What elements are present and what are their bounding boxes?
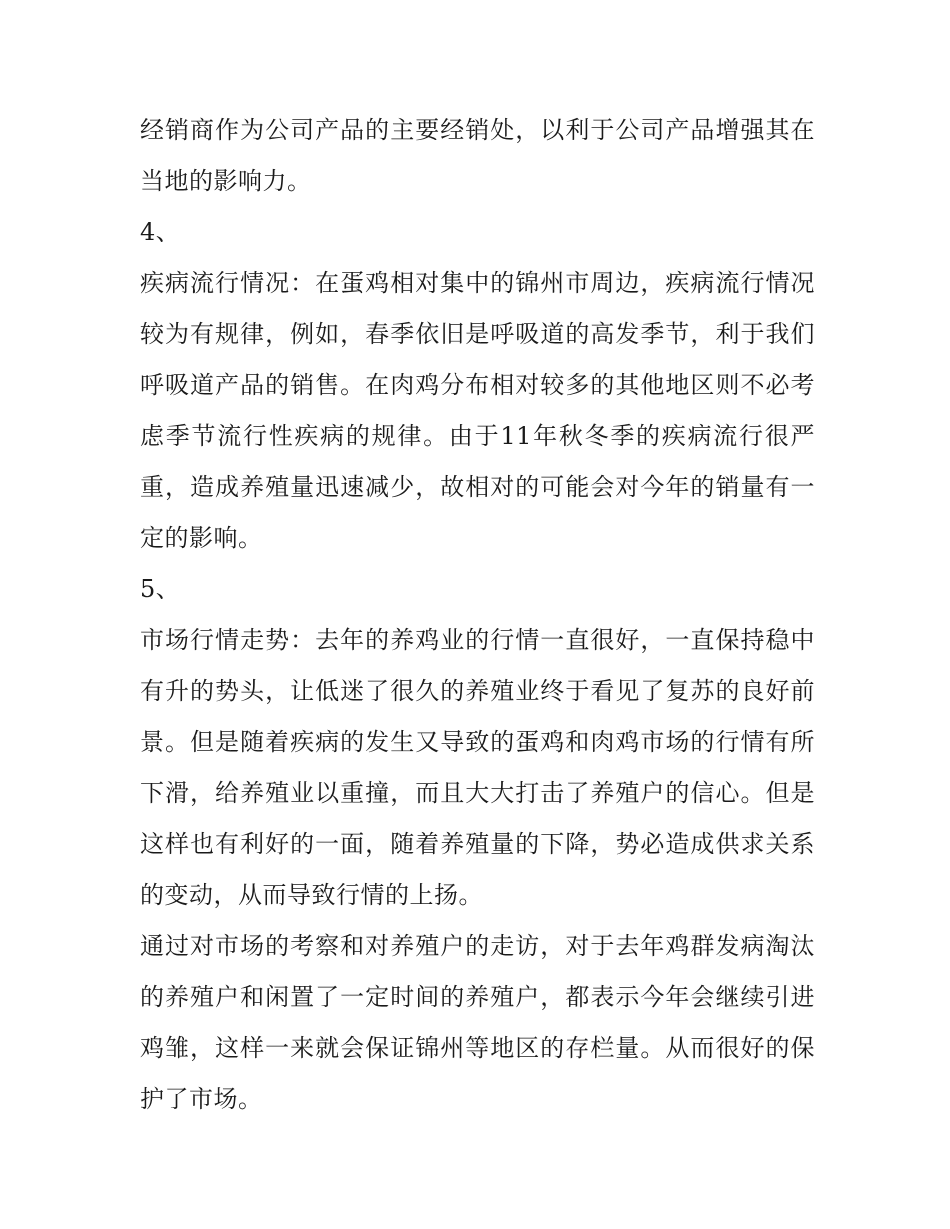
paragraph-market-survey: 通过对市场的考察和对养殖户的走访，对于去年鸡群发病淘汰的养殖户和闲置了一定时间的养殖户，都表示今年会继续引进鸡雏，这样一来就会保证锦州等地区的存栏量。从而很好的保护了市场。 (140, 932, 815, 1113)
section-number-4: 4、 (140, 218, 181, 246)
paragraph-dealer-influence: 经销商作为公司产品的主要经销处，以利于公司产品增强其在当地的影响力。 (140, 116, 815, 195)
document-page (140, 105, 815, 1125)
paragraph-disease-situation: 疾病流行情况：在蛋鸡相对集中的锦州市周边，疾病流行情况较为有规律，例如，春季依旧是呼吸道的高发季节，利于我们呼吸道产品的销售。在肉鸡分布相对较多的其他地区则不必考虑季节流行性疾病的规律。由于11年秋冬季的疾病流行很严重，造成养殖量迅速减少，故相对的可能会对今年的销量有一定的影响。 (140, 269, 815, 552)
paragraph-market-trend: 市场行情走势：去年的养鸡业的行情一直很好，一直保持稳中有升的势头，让低迷了很久的养殖业终于看见了复苏的良好前景。但是随着疾病的发生又导致的蛋鸡和肉鸡市场的行情有所下滑，给养殖业以重撞，而且大大打击了养殖户的信心。但是这样也有利好的一面，随着养殖量的下降，势必造成供求关系的变动，从而导致行情的上扬。 (140, 626, 815, 909)
section-number-5: 5、 (140, 575, 181, 603)
